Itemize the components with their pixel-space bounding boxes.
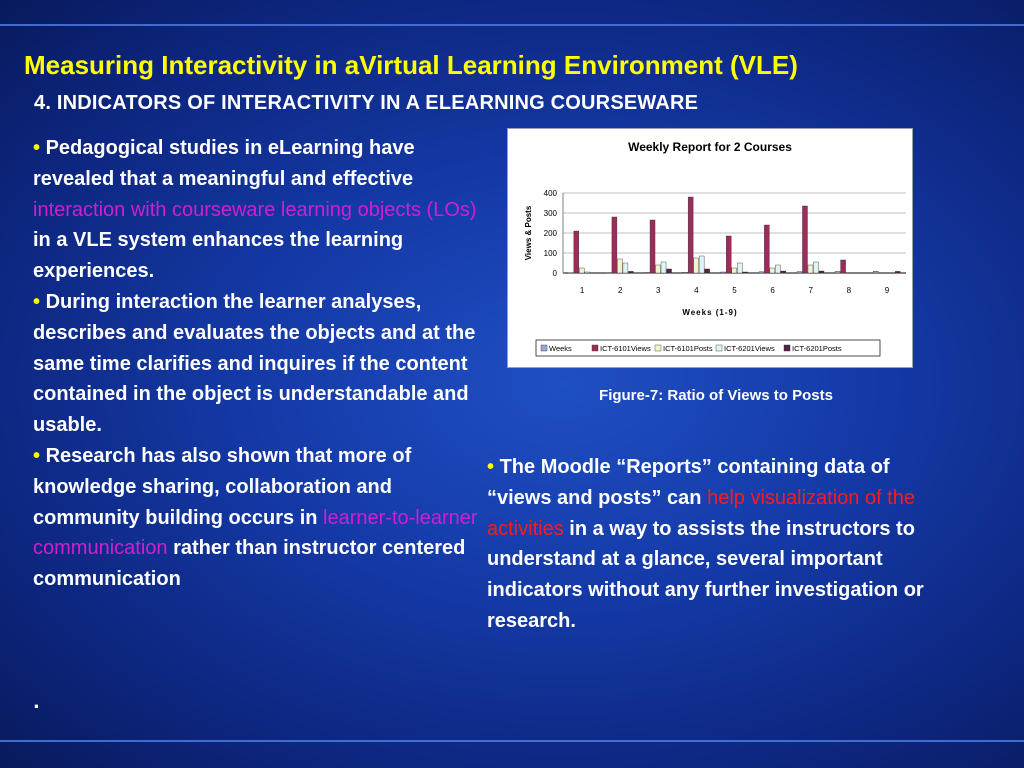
bullet-text: in a way to assists the instructors to understand at a glance, several important indicators without any further investigation or research. xyxy=(487,517,924,632)
bullet-text: in a VLE system enhances the learning experiences. xyxy=(33,229,404,283)
slide-subtitle: 4. INDICATORS OF INTERACTIVITY IN A ELEARNING COURSEWARE xyxy=(34,92,699,114)
bar-ict-6101posts xyxy=(808,265,813,273)
bullet-learner-interaction xyxy=(33,287,478,441)
chart-title: Weekly Report for 2 Courses xyxy=(628,140,792,154)
bar-ict-6201posts xyxy=(667,269,672,273)
bar-weeks xyxy=(721,272,726,273)
bullet-marker: • xyxy=(33,137,41,159)
bullet-marker: • xyxy=(487,456,495,478)
bullet-research-sharing xyxy=(33,441,478,595)
legend-swatch xyxy=(716,345,722,351)
y-tick-label: 400 xyxy=(543,189,557,198)
figure-caption: Figure-7: Ratio of Views to Posts xyxy=(599,387,833,404)
slide-title: Measuring Interactivity in aVirtual Learning Environment (VLE) xyxy=(24,50,798,80)
bar-ict-6201posts xyxy=(781,271,786,273)
bar-ict-6101views xyxy=(612,217,617,273)
trailing-period: . xyxy=(33,692,40,713)
bar-ict-6201views xyxy=(737,263,742,273)
bar-weeks xyxy=(683,272,688,273)
bar-ict-6201views xyxy=(775,265,780,273)
bar-ict-6201posts xyxy=(628,271,633,273)
bullet-text: rather than instructor centered communication xyxy=(33,537,466,591)
bar-ict-6101posts xyxy=(579,268,584,273)
bottom-divider xyxy=(0,740,1024,742)
top-divider xyxy=(0,24,1024,26)
bar-ict-6201posts xyxy=(705,269,710,273)
bullet-text: During interaction the learner analyses, describes and evaluates the objects and at the same time clarifies and inquires if the content contained in the object is understandable and usable. xyxy=(33,290,476,437)
chart-svg xyxy=(508,129,912,367)
bar-ict-6201posts xyxy=(819,271,824,273)
y-tick-label: 0 xyxy=(552,269,557,278)
legend-label: ICT-6101Posts xyxy=(663,344,713,353)
bullet-marker: • xyxy=(33,290,41,313)
bar-ict-6101posts xyxy=(694,258,699,273)
legend-label: ICT-6201Views xyxy=(724,344,775,353)
bar-ict-6101posts xyxy=(617,259,622,273)
bullet-marker: • xyxy=(33,444,41,467)
bar-ict-6101views xyxy=(726,236,731,273)
bar-ict-6201views xyxy=(585,272,590,273)
bar-ict-6101views xyxy=(574,231,579,273)
y-tick-label: 200 xyxy=(543,229,557,238)
bullet-text: Research has also shown that more of knowledge sharing, collaboration and community building occurs in xyxy=(33,444,412,529)
bullet-moodle-reports xyxy=(487,452,957,637)
legend-label: ICT-6201Posts xyxy=(792,344,842,353)
bar-ict-6201posts xyxy=(743,272,748,273)
left-bullet-list xyxy=(33,133,478,595)
legend-swatch xyxy=(592,345,598,351)
bullet-pedagogical-studies xyxy=(33,133,478,287)
x-tick-label: 4 xyxy=(694,286,699,295)
bar-ict-6101posts xyxy=(732,268,737,273)
y-axis-title: Views & Posts xyxy=(524,205,533,261)
bar-weeks xyxy=(873,271,878,273)
right-bullet xyxy=(487,452,957,637)
bullet-text: Pedagogical studies in eLearning have revealed that a meaningful and effective xyxy=(33,137,415,190)
bar-ict-6101views xyxy=(764,225,769,273)
highlight-text: learner-to-learner communication xyxy=(33,506,478,560)
x-tick-label: 9 xyxy=(884,286,890,295)
bar-ict-6101posts xyxy=(770,268,775,273)
bar-ict-6101views xyxy=(688,197,693,273)
x-tick-label: 1 xyxy=(579,286,585,295)
highlight-text: help visualization of the activities xyxy=(487,486,915,540)
bar-weeks xyxy=(835,271,840,273)
legend-swatch xyxy=(784,345,790,351)
y-tick-label: 100 xyxy=(543,249,557,258)
bar-weeks xyxy=(645,272,650,273)
legend-swatch xyxy=(541,345,547,351)
x-tick-label: 2 xyxy=(617,286,623,295)
bar-ict-6201views xyxy=(699,256,704,273)
x-tick-label: 3 xyxy=(656,286,661,295)
legend-label: ICT-6101Views xyxy=(600,344,651,353)
bar-ict-6201views xyxy=(623,263,628,273)
weekly-report-chart xyxy=(507,128,913,368)
bar-ict-6101views xyxy=(650,220,655,273)
x-tick-label: 5 xyxy=(732,286,737,295)
x-axis-title: Weeks (1-9) xyxy=(682,308,738,317)
bar-ict-6101views xyxy=(802,206,807,273)
x-tick-label: 8 xyxy=(846,286,852,295)
highlight-text: interaction with courseware learning objects (LOs) xyxy=(33,198,477,221)
x-tick-label: 7 xyxy=(808,286,813,295)
bar-ict-6101views xyxy=(841,260,846,273)
x-tick-label: 6 xyxy=(770,286,775,295)
legend-label: Weeks xyxy=(549,344,572,353)
y-tick-label: 300 xyxy=(543,209,557,218)
bar-weeks xyxy=(759,272,764,273)
bar-ict-6101posts xyxy=(656,265,661,273)
bar-weeks xyxy=(797,272,802,273)
bullet-text: The Moodle “Reports” containing data of “views and posts” can xyxy=(487,456,890,509)
bar-ict-6201posts xyxy=(895,271,900,273)
legend-swatch xyxy=(655,345,661,351)
bar-ict-6201views xyxy=(813,262,818,273)
bar-ict-6201views xyxy=(661,262,666,273)
